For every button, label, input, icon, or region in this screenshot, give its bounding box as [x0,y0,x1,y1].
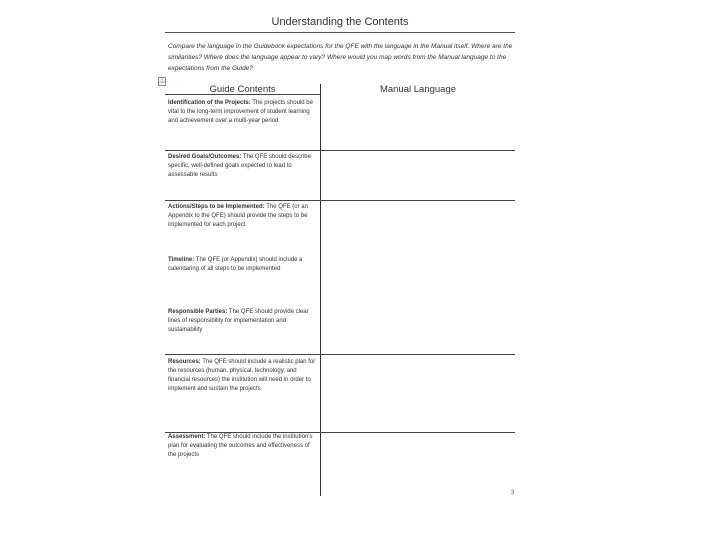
row-label: Desired Goals/Outcomes: [168,154,242,160]
row-label: Identification of the Projects: [168,100,251,106]
row-text: The QFE should include a realistic plan for the resources (human, physical, technology, and financial resources) the institution will need in order to implement and sustain the projects [168,359,316,392]
manual-language-header: Manual Language [379,84,457,95]
guide-cell-identification [168,99,318,126]
guide-cell-actions-steps [168,203,318,230]
row-text: The QFE should include the institution's plan for evaluating the outcomes and effectiveness of the projects [168,434,313,458]
guide-contents-header: Guide Contents [209,84,276,95]
guide-cell-timeline [168,256,318,274]
anchor-icon[interactable]: ⚓ [159,78,166,84]
row-text: The QFE (or Appendix) should include a calendaring of all steps to be implemented [168,257,303,272]
row-label: Actions/Steps to be Implemented: [168,204,265,210]
row-text: The QFE should provide clear lines of responsibility for implementation and sustainability [168,309,309,333]
guide-cell-assessment [168,433,318,460]
row-divider [165,354,515,355]
row-label: Resources: [168,359,201,365]
row-divider [165,200,515,201]
row-text: The QFE should describe specific, well-defined goals expected to lead to assessable results [168,154,311,178]
page-title: Understanding the Contents [271,16,409,28]
guide-cell-responsible-parties [168,308,318,335]
row-divider [165,150,515,151]
row-text: The QFE (or an Appendix to the QFE) should provide the steps to be implemented for each project [168,204,308,228]
row-label: Assessment: [168,434,206,440]
guide-cell-desired-goals [168,153,318,180]
row-label: Timeline: [168,257,195,263]
column-divider [320,84,321,496]
row-label: Responsible Parties: [168,309,228,315]
page-number: 3 [511,490,515,496]
instructions-prompt: Compare the language in the Guidebook expectations for the QFE with the language in the Manual itself. Where are the similarities? Where does the language appear to vary? Where would you map words from the Manual language to the expectations from the Guide? [168,43,513,72]
row-text: The projects should be vital to the long-term improvement of student learning and achievement over a multi-year period [168,100,313,124]
title-divider [165,32,515,33]
comparison-table [165,84,515,496]
guide-cell-resources [168,358,318,394]
header-underline [165,94,320,95]
